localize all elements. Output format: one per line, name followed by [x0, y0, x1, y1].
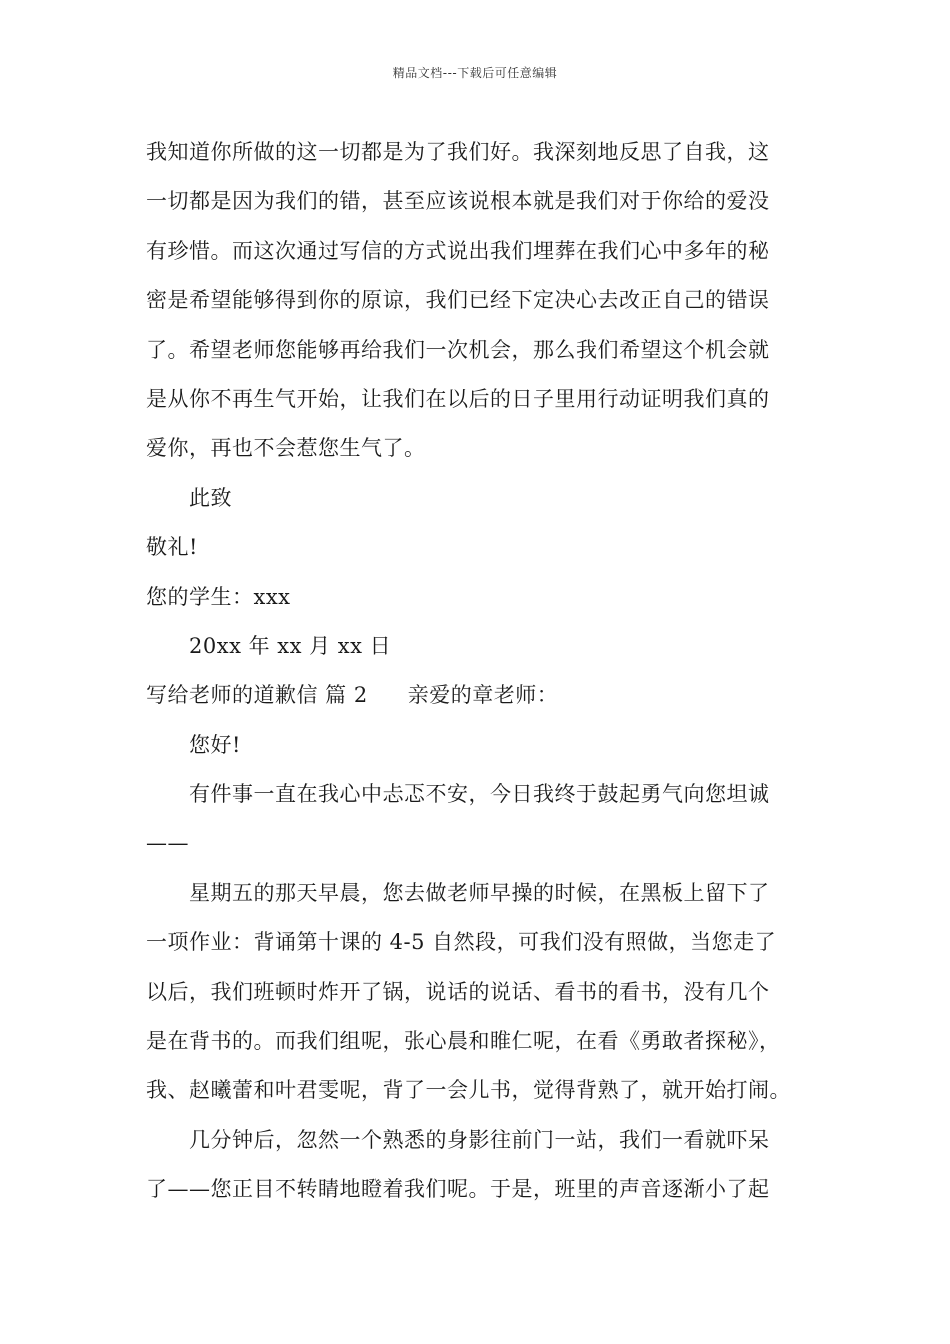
paragraph-line: 爱你，再也不会惹您生气了。: [146, 436, 426, 461]
letter-salutation: 亲爱的章老师：: [407, 683, 559, 708]
document-body: [146, 128, 806, 1215]
letter-title: 写给老师的道歉信 篇 2: [146, 683, 368, 708]
paragraph-line: 我、赵曦蕾和叶君雯呢，背了一会儿书，觉得背熟了，就开始打闹。: [146, 1078, 791, 1103]
paragraph-line: 一项作业：背诵第十课的 4-5 自然段，可我们没有照做，当您走了: [146, 930, 777, 955]
paragraph-line: 了。希望老师您能够再给我们一次机会，那么我们希望这个机会就: [146, 337, 770, 362]
paragraph-line: 有件事一直在我心中忐忑不安，今日我终于鼓起勇气向您坦诚: [189, 782, 770, 807]
paragraph-line: 以后，我们班顿时炸开了锅，说话的说话、看书的看书，没有几个: [146, 979, 770, 1004]
paragraph-line: 我知道你所做的这一切都是为了我们好。我深刻地反思了自我，这: [146, 140, 770, 164]
paragraph-line: 密是希望能够得到你的原谅，我们已经下定决心去改正自己的错误: [146, 288, 770, 313]
letter-regards: 敬礼!: [146, 535, 198, 560]
letter-date: 20xx 年 xx 月 xx 日: [189, 633, 392, 658]
paragraph-line: 星期五的那天早晨，您去做老师早操的时候，在黑板上留下了: [189, 880, 770, 905]
paragraph-line: 几分钟后，忽然一个熟悉的身影往前门一站，我们一看就吓呆: [189, 1127, 770, 1152]
paragraph-line: 是在背书的。而我们组呢，张心晨和睢仁呢，在看《勇敢者探秘》，: [146, 1029, 781, 1054]
paragraph-line: 是从你不再生气开始，让我们在以后的日子里用行动证明我们真的: [146, 386, 770, 411]
page-header: 精品文档---下载后可任意编辑: [392, 66, 558, 80]
letter-greeting: 您好!: [189, 732, 241, 757]
paragraph-line: ——: [146, 831, 189, 856]
paragraph-line: 了——您正目不转睛地瞪着我们呢。于是，班里的声音逐渐小了起: [146, 1177, 770, 1202]
letter-closing: 此致: [189, 485, 232, 510]
letter-signature: 您的学生：xxx: [146, 584, 291, 609]
paragraph-line: 一切都是因为我们的错，甚至应该说根本就是我们对于你给的爱没: [146, 189, 770, 214]
paragraph-line: 有珍惜。而这次通过写信的方式说出我们埋葬在我们心中多年的秘: [146, 238, 770, 263]
letter-title-row: [146, 671, 806, 720]
